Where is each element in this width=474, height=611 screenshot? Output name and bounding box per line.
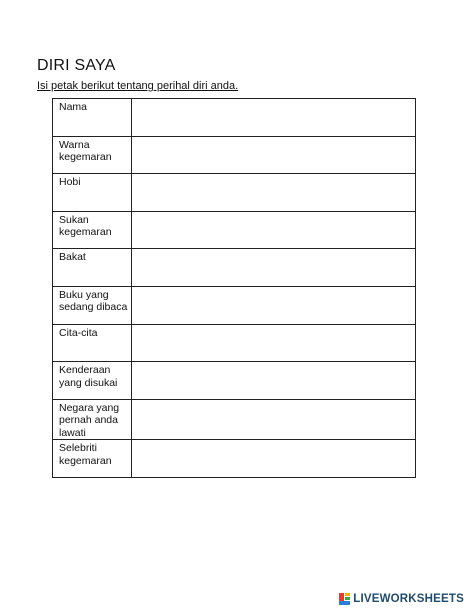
answer-field-bakat[interactable] [132, 249, 416, 287]
row-label: Hobi [53, 174, 132, 212]
table-row [53, 324, 416, 362]
liveworksheets-logo-icon [339, 593, 350, 605]
answer-field-hobi[interactable] [132, 174, 416, 212]
table-row [53, 99, 416, 137]
row-label: Sukan kegemaran [53, 211, 132, 249]
row-label: Nama [53, 99, 132, 137]
answer-field-warna-kegemaran[interactable] [132, 136, 416, 174]
answer-field-cita-cita[interactable] [132, 324, 416, 362]
row-label: Cita-cita [53, 324, 132, 362]
row-label: Kenderaan yang disukai [53, 362, 132, 400]
row-label: Negara yang pernah anda lawati [53, 399, 132, 440]
instruction-text: Isi petak berikut tentang perihal diri anda. [37, 80, 239, 92]
table-row [53, 174, 416, 212]
answer-field-kenderaan[interactable] [132, 362, 416, 400]
table-row [53, 136, 416, 174]
table-row [53, 211, 416, 249]
answer-field-nama[interactable] [132, 99, 416, 137]
table-row [53, 286, 416, 324]
row-label: Buku yang sedang dibaca [53, 286, 132, 324]
row-label: Bakat [53, 249, 132, 287]
table-row [53, 362, 416, 400]
page-title: DIRI SAYA [37, 57, 116, 74]
answer-field-buku[interactable] [132, 286, 416, 324]
row-label: Selebriti kegemaran [53, 440, 132, 478]
brand-name: LIVEWORKSHEETS [353, 593, 464, 605]
personal-info-table [52, 98, 416, 478]
answer-field-sukan-kegemaran[interactable] [132, 211, 416, 249]
table-row [53, 249, 416, 287]
row-label: Warna kegemaran [53, 136, 132, 174]
table-row [53, 440, 416, 478]
liveworksheets-logo [339, 593, 464, 605]
table-row [53, 399, 416, 440]
answer-field-negara[interactable] [132, 399, 416, 440]
answer-field-selebriti[interactable] [132, 440, 416, 478]
